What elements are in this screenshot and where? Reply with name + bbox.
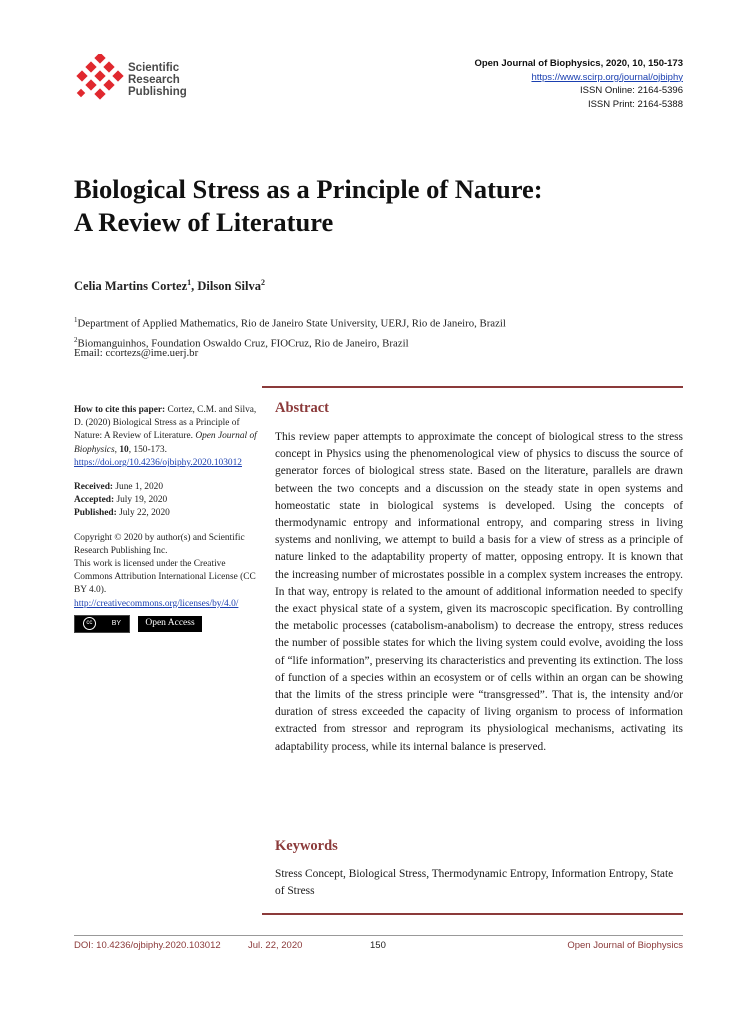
title-line: A Review of Literature	[74, 207, 334, 237]
abstract-text: This review paper attempts to approximate the concept of biological stress to the stress concept in Physics using the phenomenological view of physics to discuss the source of generator forces of biological stress state. Based on the literature, parallels are drawn between the two concepts and a discussion on the steady state in open systems and homeostatic state in biological systems is developed. Using the concepts of thermodynamic entropy and informational entropy, and comparing stress in living systems and nonliving, we attempt to build a basis for a view of stress as a principle of nature linked to the adaptability property of matter, opposing entropy. It is known that the increasing number of microstates possible in a complex system increases the entropy. In that way, entropy is related to the amount of additional information needed to specify the exact physical state of a system, given its macroscopic specification. By controlling the metabolic processes (catabolism-anabolism) to decrease the entropy, stress reduces the number of possible states for which the living system could evolve, avoiding the loss of “life information”, preserving its characteristics and preventing its extinction. The loss of function of a species within an ecosystem or of cells within an organ can be showing that the limits of the stress principle were “transgressed”. That is, the intensity and/or duration of stress exceeded the capacity of living organism to process of information extracted from stressor and reprogram its physiological mechanisms, activating its adaptability process, while its internal balance is preserved.	[275, 431, 683, 753]
keywords-heading: Keywords	[275, 838, 338, 854]
abstract-heading: Abstract	[275, 400, 329, 416]
issn-online: ISSN Online: 2164-5396	[580, 85, 683, 96]
doi-link[interactable]: https://doi.org/10.4236/ojbiphy.2020.103012	[74, 457, 242, 468]
cite-volume: 10	[119, 444, 129, 455]
license-text: This work is licensed under the Creative Commons Attribution International License (CC BY 4.0).	[74, 559, 256, 596]
article-sidebar	[74, 404, 259, 633]
received-label: Received:	[74, 482, 114, 493]
affiliation-text: Biomanguinhos, Foundation Oswaldo Cruz, FIOCruz, Rio de Janeiro, Brazil	[77, 337, 409, 350]
accepted-date	[74, 494, 259, 507]
published-label: Published:	[74, 508, 117, 519]
cite-label: How to cite this paper:	[74, 405, 166, 415]
copyright-notice: Copyright © 2020 by author(s) and Scientific Research Publishing Inc.	[74, 532, 245, 556]
author-affil-sup: 2	[260, 278, 265, 287]
publisher-name-line: Scientific	[128, 62, 180, 74]
author-name: Dilson Silva	[197, 279, 261, 294]
cc-by-badge[interactable]	[74, 615, 130, 633]
license-badges	[74, 615, 259, 633]
publisher-name-line: Research	[128, 74, 180, 86]
cite-text: Cortez, C.M. and Silva, D. (2020) Biological Stress as a Principle of Nature: A Review of Literature.	[74, 405, 257, 442]
affiliation-sup: 1	[74, 316, 78, 324]
publisher-logo-icon	[74, 54, 126, 106]
cc-icon: cc	[83, 617, 96, 630]
affiliation	[74, 312, 506, 332]
open-access-badge[interactable]: Open Access	[138, 616, 202, 632]
accepted-label: Accepted:	[74, 495, 115, 506]
journal-citation: Open Journal of Biophysics, 2020, 10, 150-173	[474, 58, 683, 69]
affiliations	[74, 312, 506, 351]
published-date	[74, 507, 259, 520]
footer-journal: Open Journal of Biophysics	[567, 940, 683, 951]
paper-title	[74, 173, 674, 239]
license-link[interactable]: http://creativecommons.org/licenses/by/4.0/	[74, 598, 239, 609]
issn-print: ISSN Print: 2164-5388	[587, 98, 683, 110]
publisher-name-line: Publishing	[128, 86, 187, 98]
keywords-text: Stress Concept, Biological Stress, Thermodynamic Entropy, Information Entropy, State of Stress	[275, 868, 674, 898]
authors	[74, 278, 265, 294]
footer-date: Jul. 22, 2020	[248, 940, 303, 951]
title-line: Biological Stress as a Principle of Nature:	[74, 174, 543, 204]
cite-pages: , 150-173.	[128, 444, 167, 455]
page-number: 150	[370, 940, 386, 951]
contact-email[interactable]: Email: ccortezs@ime.uerj.br	[74, 347, 199, 359]
author-separator: ,	[191, 279, 198, 294]
publisher-name	[128, 62, 187, 98]
journal-url-link[interactable]: https://www.scirp.org/journal/ojbiphy	[531, 71, 683, 83]
received-date	[74, 481, 259, 494]
abstract-top-rule	[262, 386, 683, 388]
published-value: July 22, 2020	[116, 508, 170, 519]
accepted-value: July 19, 2020	[114, 495, 168, 506]
affiliation-text: Department of Applied Mathematics, Rio de Janeiro State University, UERJ, Rio de Janeiro, Brazil	[77, 317, 506, 330]
received-value: June 1, 2020	[113, 482, 164, 493]
abstract-bottom-rule	[262, 913, 683, 915]
affiliation-sup: 2	[74, 335, 78, 344]
citation-block: How to cite this paper: Cortez, C.M. and Silva, D. (2020) Biological Stress as a Principle of Nature: A Review of Literature. Open Journal of Biophysics, 10, 150-173. https://doi.org/10.4236/ojbiphy.2020.103012	[74, 404, 259, 470]
journal-info	[474, 57, 683, 111]
footer-doi: DOI: 10.4236/ojbiphy.2020.103012	[74, 940, 221, 951]
footer-rule	[74, 935, 683, 936]
by-label: BY	[111, 620, 122, 628]
author-name: Celia Martins Cortez	[74, 279, 188, 294]
author-affil-sup: 1	[187, 278, 192, 287]
cite-journal: Open Journal of Biophysics	[74, 431, 257, 455]
